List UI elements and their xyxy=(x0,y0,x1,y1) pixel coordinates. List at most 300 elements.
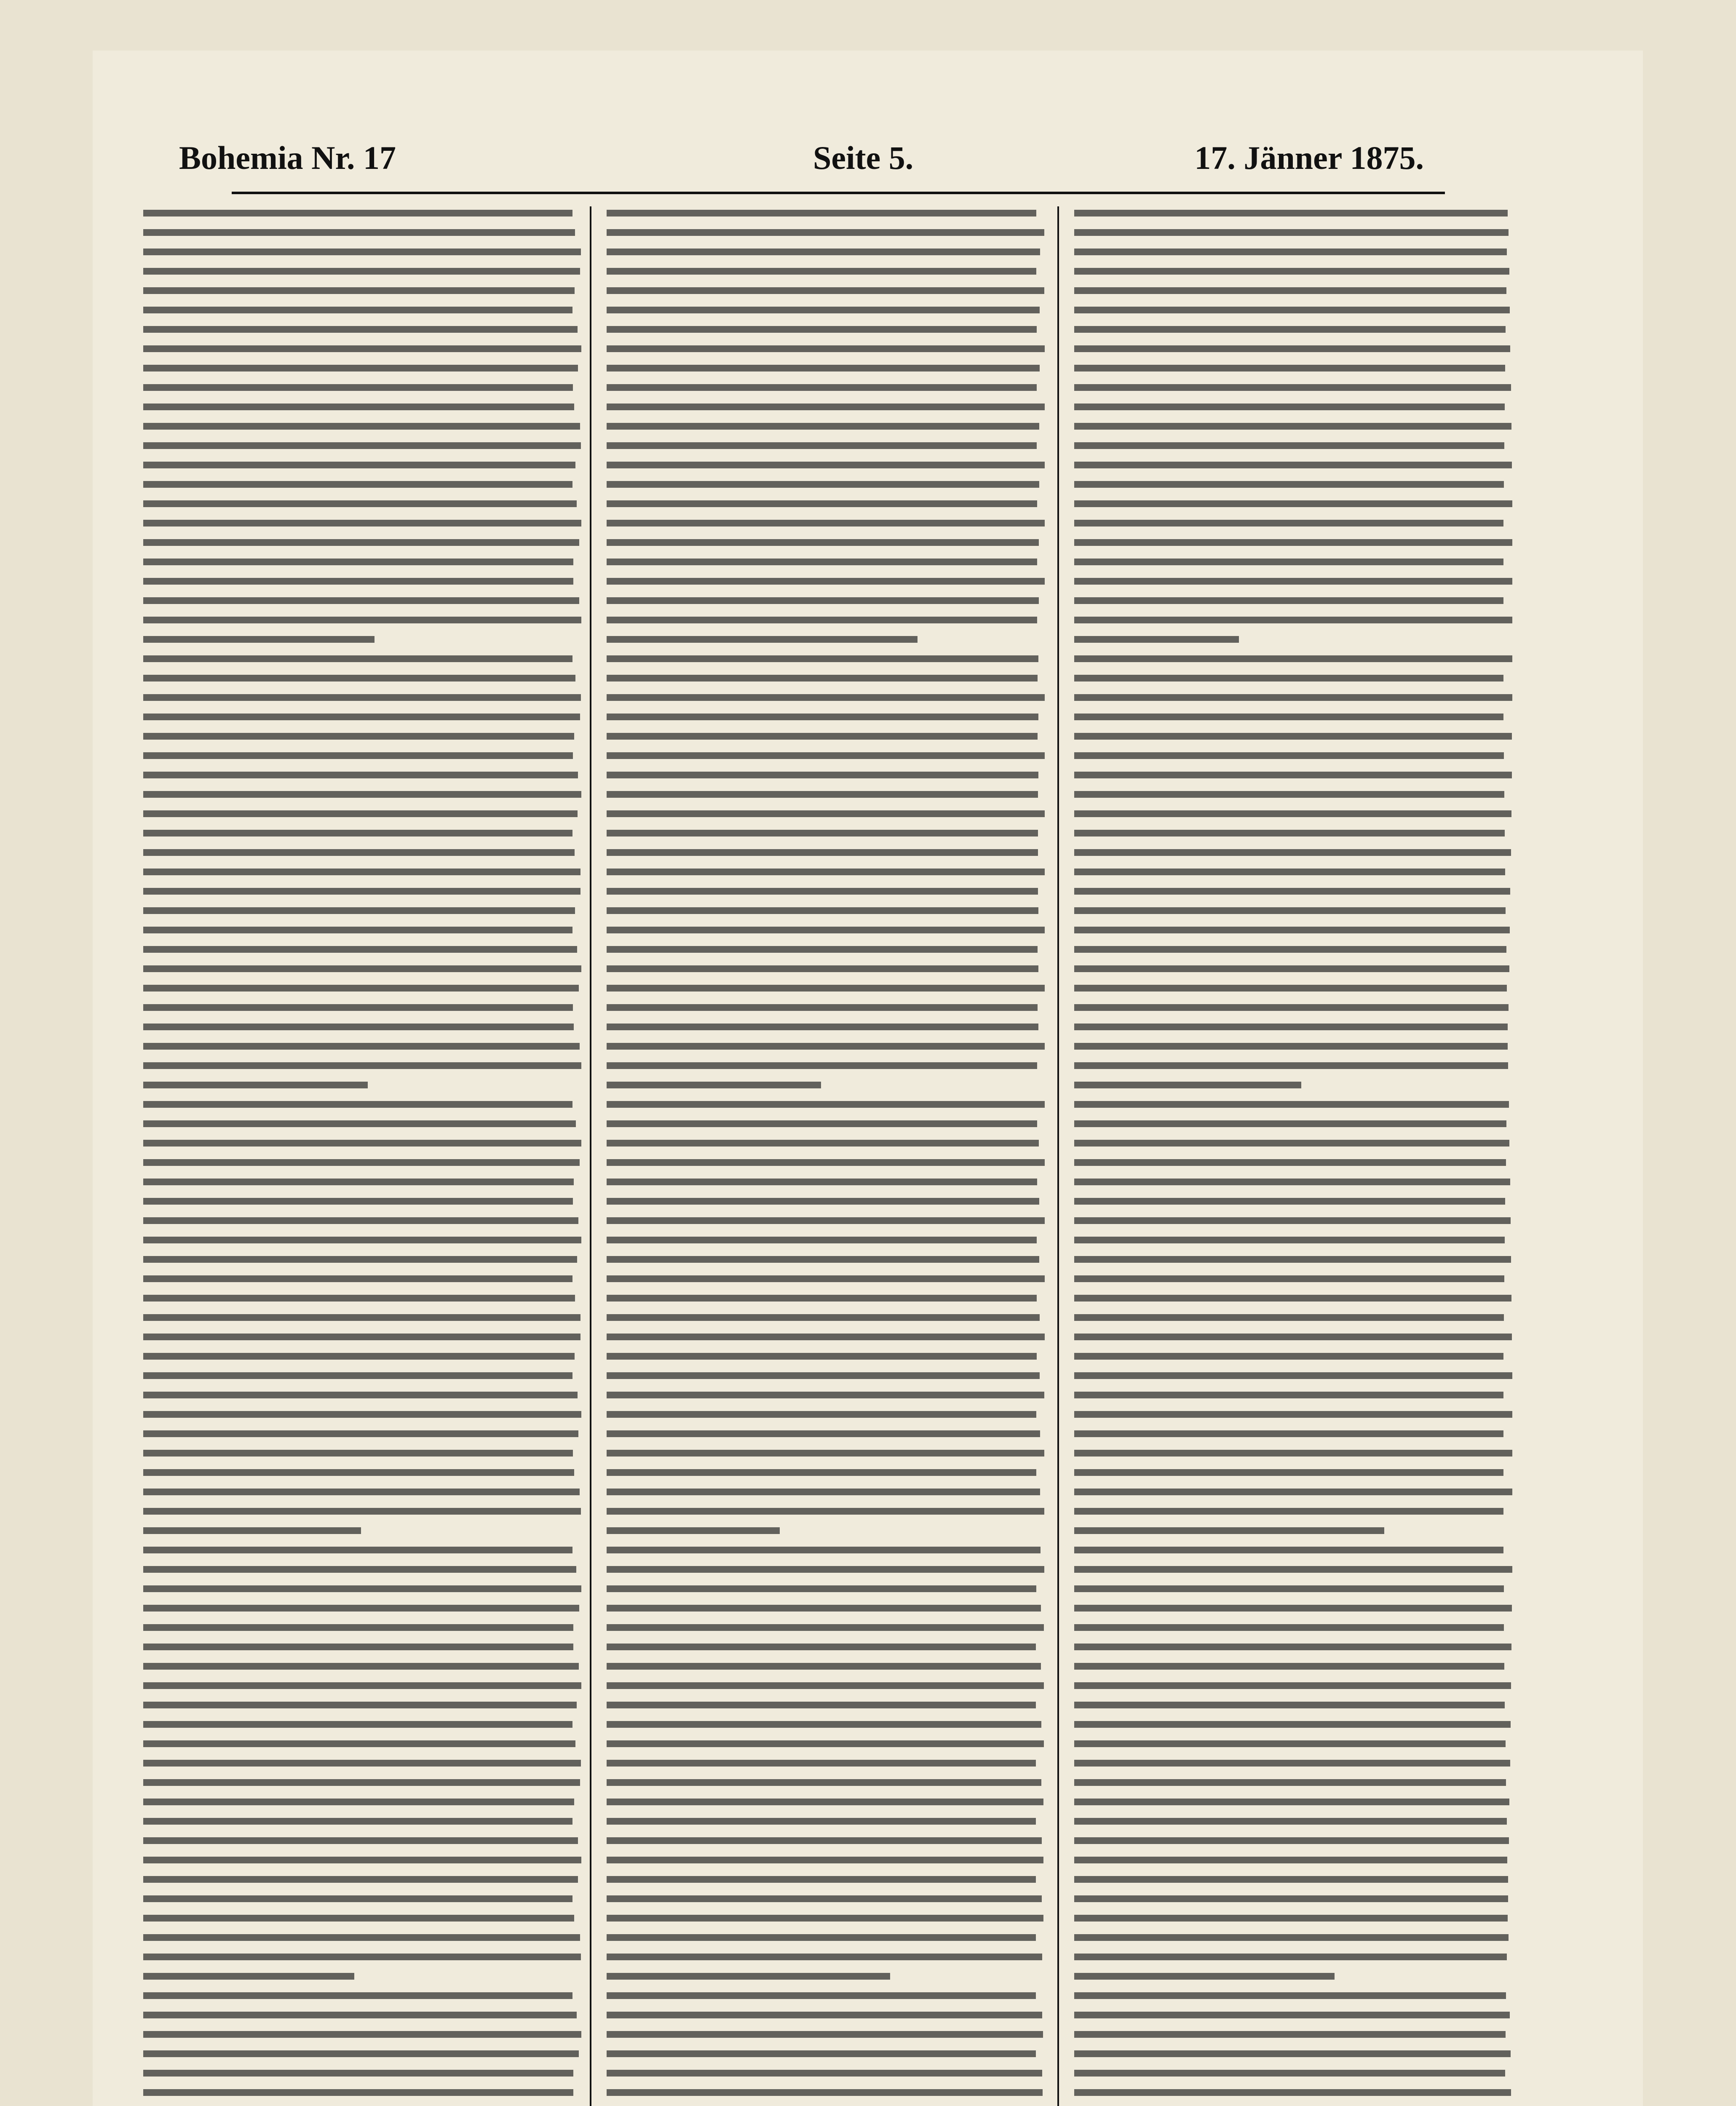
text-line xyxy=(143,249,581,255)
text-line xyxy=(1074,733,1512,740)
text-line xyxy=(607,714,1038,720)
text-line xyxy=(143,1275,572,1282)
text-line xyxy=(607,752,1045,759)
text-line xyxy=(607,1624,1044,1631)
text-line xyxy=(143,1334,580,1340)
text-line xyxy=(1074,423,1511,430)
text-line xyxy=(607,1179,1037,1185)
text-line xyxy=(607,869,1045,875)
text-line xyxy=(607,384,1037,391)
text-line xyxy=(1074,210,1508,216)
text-line xyxy=(143,1895,572,1902)
text-line xyxy=(607,307,1040,313)
text-line xyxy=(1074,965,1509,972)
text-line xyxy=(143,1992,572,1999)
text-line xyxy=(1074,1527,1384,1534)
text-line xyxy=(1074,1179,1510,1185)
text-line xyxy=(143,345,581,352)
text-line xyxy=(143,1489,580,1495)
text-line xyxy=(607,1450,1044,1457)
text-line xyxy=(143,2050,579,2057)
text-line xyxy=(143,1721,572,1728)
text-line xyxy=(607,810,1045,817)
text-line xyxy=(607,1663,1041,1670)
text-line xyxy=(143,462,575,468)
text-line xyxy=(143,1101,572,1108)
text-line xyxy=(143,1120,576,1127)
text-line xyxy=(1074,1256,1511,1263)
text-line xyxy=(143,1682,581,1689)
text-line xyxy=(607,907,1038,914)
text-line xyxy=(607,1934,1036,1941)
text-line xyxy=(143,946,577,953)
text-line xyxy=(1074,1082,1301,1088)
text-line xyxy=(607,229,1044,236)
text-line xyxy=(143,1024,574,1030)
text-line xyxy=(1074,655,1512,662)
text-line xyxy=(1074,985,1507,992)
text-line xyxy=(1074,326,1506,333)
text-line xyxy=(1074,1740,1506,1747)
text-line xyxy=(1074,268,1509,275)
text-line xyxy=(607,2050,1036,2057)
text-line xyxy=(1074,830,1505,837)
text-line xyxy=(143,2012,577,2018)
text-line xyxy=(143,1857,581,1863)
text-line xyxy=(143,1179,574,1185)
text-line xyxy=(1074,791,1504,798)
text-line xyxy=(607,1818,1036,1825)
text-line xyxy=(1074,869,1505,875)
text-line xyxy=(1074,1915,1508,1922)
text-line xyxy=(607,849,1038,856)
column-separator-1 xyxy=(590,206,591,2106)
text-line xyxy=(143,1159,580,1166)
text-line xyxy=(607,249,1040,255)
text-line xyxy=(1074,1392,1503,1398)
text-line xyxy=(143,1644,573,1650)
text-line xyxy=(607,1237,1037,1243)
text-line xyxy=(143,1372,572,1379)
text-line xyxy=(143,1411,581,1418)
text-line xyxy=(143,675,575,682)
text-line xyxy=(607,830,1038,837)
text-line xyxy=(143,655,572,662)
text-line xyxy=(143,423,580,430)
text-line xyxy=(607,985,1045,992)
text-line xyxy=(607,1062,1037,1069)
text-line xyxy=(607,1159,1045,1166)
text-line xyxy=(143,1237,581,1243)
text-line xyxy=(143,1527,361,1534)
text-line xyxy=(607,927,1045,933)
text-line xyxy=(607,1915,1043,1922)
text-line xyxy=(607,655,1038,662)
text-line xyxy=(143,714,580,720)
header-right: 17. Jänner 1875. xyxy=(1194,139,1424,176)
text-line xyxy=(1074,907,1506,914)
text-line xyxy=(143,1799,574,1805)
text-line xyxy=(607,888,1038,895)
text-line xyxy=(1074,1837,1509,1844)
text-line xyxy=(1074,481,1504,488)
text-line xyxy=(607,578,1045,585)
column-3-text-block xyxy=(1074,206,1512,2106)
text-line xyxy=(143,1663,579,1670)
text-line xyxy=(143,1954,581,1960)
text-line xyxy=(143,287,575,294)
text-line xyxy=(1074,1159,1506,1166)
text-line xyxy=(607,559,1037,565)
text-line xyxy=(607,1740,1044,1747)
text-line xyxy=(143,888,580,895)
text-line xyxy=(607,1837,1042,1844)
text-line xyxy=(607,1566,1044,1573)
text-line xyxy=(607,1992,1036,1999)
text-line xyxy=(1074,1876,1508,1883)
text-line xyxy=(607,481,1039,488)
text-line xyxy=(607,1392,1044,1398)
text-line xyxy=(143,1779,580,1786)
text-line xyxy=(1074,1934,1509,1941)
text-line xyxy=(607,520,1045,526)
header-center: Seite 5. xyxy=(813,139,914,176)
text-line xyxy=(1074,1818,1507,1825)
text-line xyxy=(1074,810,1511,817)
text-line xyxy=(1074,1469,1503,1476)
text-line xyxy=(607,1334,1045,1340)
text-line xyxy=(607,1721,1041,1728)
text-line xyxy=(1074,1411,1512,1418)
column-1-text-block xyxy=(143,206,581,2106)
text-line xyxy=(143,791,581,798)
text-line xyxy=(607,1779,1041,1786)
text-line xyxy=(143,1430,578,1437)
text-line xyxy=(143,268,580,275)
text-line xyxy=(1074,287,1506,294)
text-line xyxy=(607,2031,1043,2038)
text-line xyxy=(607,1682,1044,1689)
text-line xyxy=(607,1430,1040,1437)
text-line xyxy=(143,830,572,837)
text-line xyxy=(143,307,572,313)
text-line xyxy=(607,1004,1038,1011)
text-line xyxy=(607,694,1045,701)
text-line xyxy=(1074,1217,1511,1224)
text-line xyxy=(1074,1973,1335,1980)
text-line xyxy=(143,1353,575,1360)
text-line xyxy=(607,1275,1045,1282)
text-line xyxy=(143,1876,578,1883)
text-line xyxy=(143,1740,575,1747)
text-line xyxy=(1074,249,1507,255)
text-line xyxy=(1074,1101,1509,1108)
text-line xyxy=(607,1082,821,1088)
header-left: Bohemia Nr. 17 xyxy=(179,139,396,176)
text-line xyxy=(143,1760,581,1767)
text-line xyxy=(1074,1702,1505,1708)
text-line xyxy=(1074,1644,1511,1650)
text-line xyxy=(143,752,573,759)
text-line xyxy=(143,210,572,216)
text-line xyxy=(607,1702,1036,1708)
text-line xyxy=(143,907,575,914)
text-line xyxy=(143,2070,573,2077)
text-line xyxy=(1074,462,1512,468)
text-line xyxy=(143,539,579,546)
text-line xyxy=(607,539,1039,546)
text-line xyxy=(1074,1895,1508,1902)
text-line xyxy=(1074,1799,1509,1805)
text-line xyxy=(607,1314,1040,1321)
text-line xyxy=(143,1605,579,1612)
text-line xyxy=(143,1585,581,1592)
text-line xyxy=(143,1450,573,1457)
text-line xyxy=(143,1566,576,1573)
text-line xyxy=(1074,1430,1503,1437)
text-line xyxy=(1074,752,1504,759)
text-line xyxy=(607,1120,1037,1127)
text-line xyxy=(607,946,1038,953)
text-line xyxy=(1074,1624,1504,1631)
text-line xyxy=(143,1469,574,1476)
text-line xyxy=(143,404,574,410)
text-line xyxy=(143,1624,573,1631)
text-line xyxy=(143,520,581,526)
text-line xyxy=(143,1934,580,1941)
text-line xyxy=(607,287,1044,294)
text-line xyxy=(1074,1295,1511,1302)
text-line xyxy=(1074,1062,1508,1069)
text-line xyxy=(143,1392,578,1398)
text-line xyxy=(607,1876,1036,1883)
text-line xyxy=(143,442,581,449)
text-line xyxy=(607,965,1038,972)
text-line xyxy=(1074,1275,1504,1282)
text-line xyxy=(607,1585,1036,1592)
text-line xyxy=(1074,442,1504,449)
text-line xyxy=(143,1702,577,1708)
text-line xyxy=(607,1101,1045,1108)
text-line xyxy=(607,423,1039,430)
text-line xyxy=(607,1256,1039,1263)
text-line xyxy=(143,1547,572,1553)
text-line xyxy=(1074,1334,1512,1340)
text-line xyxy=(1074,927,1510,933)
text-line xyxy=(1074,1043,1508,1050)
text-line xyxy=(143,694,581,701)
text-line xyxy=(607,617,1037,623)
text-line xyxy=(1074,500,1512,507)
text-line xyxy=(1074,617,1512,623)
text-line xyxy=(1074,1353,1503,1360)
text-line xyxy=(1074,1779,1506,1786)
text-line xyxy=(143,733,574,740)
text-line xyxy=(143,2089,573,2096)
text-line xyxy=(607,345,1045,352)
column-separator-2 xyxy=(1057,206,1059,2106)
text-line xyxy=(1074,1372,1512,1379)
text-line xyxy=(1074,1024,1508,1030)
text-line xyxy=(1074,1954,1507,1960)
text-line xyxy=(1074,307,1510,313)
text-line xyxy=(607,1895,1042,1902)
text-line xyxy=(1074,520,1503,526)
text-line xyxy=(143,384,573,391)
text-line xyxy=(1074,888,1510,895)
text-line xyxy=(1074,1566,1512,1573)
text-line xyxy=(1074,2070,1505,2077)
text-line xyxy=(1074,1314,1504,1321)
text-line xyxy=(607,1024,1038,1030)
text-line xyxy=(143,985,579,992)
text-line xyxy=(1074,597,1503,604)
text-line xyxy=(607,2089,1043,2096)
text-line xyxy=(607,772,1038,778)
text-line xyxy=(143,636,374,643)
text-line xyxy=(607,636,917,643)
text-line xyxy=(1074,1450,1512,1457)
text-line xyxy=(1074,2031,1506,2038)
text-line xyxy=(143,1314,580,1321)
text-line xyxy=(607,1857,1043,1863)
text-line xyxy=(607,1799,1043,1805)
text-line xyxy=(1074,1508,1503,1515)
text-line xyxy=(1074,539,1512,546)
text-line xyxy=(607,1973,890,1980)
text-line xyxy=(607,597,1039,604)
text-line xyxy=(607,1043,1045,1050)
text-line xyxy=(143,1508,581,1515)
text-line xyxy=(1074,1140,1509,1147)
text-line xyxy=(607,1527,780,1534)
text-line xyxy=(143,772,578,778)
text-line xyxy=(143,1256,577,1263)
text-line xyxy=(1074,1237,1505,1243)
text-line xyxy=(143,965,581,972)
text-line xyxy=(1074,1004,1509,1011)
text-line xyxy=(143,1295,575,1302)
text-line xyxy=(607,1605,1041,1612)
text-line xyxy=(1074,384,1511,391)
text-line xyxy=(1074,559,1503,565)
text-line xyxy=(143,229,575,236)
text-line xyxy=(143,849,575,856)
text-line xyxy=(607,500,1037,507)
text-line xyxy=(607,2070,1042,2077)
text-line xyxy=(1074,2050,1511,2057)
text-line xyxy=(607,1954,1042,1960)
text-line xyxy=(1074,714,1503,720)
text-line xyxy=(143,810,578,817)
text-line xyxy=(143,1062,581,1069)
text-line xyxy=(1074,2089,1511,2096)
text-line xyxy=(143,1004,573,1011)
text-line xyxy=(143,1973,354,1980)
text-line xyxy=(1074,946,1506,953)
text-line xyxy=(607,1508,1044,1515)
text-line xyxy=(1074,636,1239,643)
text-line xyxy=(143,869,580,875)
text-line xyxy=(1074,2012,1510,2018)
text-line xyxy=(143,326,578,333)
text-line xyxy=(1074,675,1503,682)
text-line xyxy=(143,597,579,604)
text-line xyxy=(143,1818,572,1825)
text-line xyxy=(1074,1857,1507,1863)
text-line xyxy=(1074,1721,1511,1728)
text-line xyxy=(143,927,572,933)
text-line xyxy=(607,210,1036,216)
text-line xyxy=(607,442,1037,449)
text-line xyxy=(143,1082,368,1088)
text-line xyxy=(1074,1682,1511,1689)
text-line xyxy=(143,2031,581,2038)
text-line xyxy=(607,1372,1040,1379)
text-line xyxy=(607,1760,1036,1767)
text-line xyxy=(607,1295,1037,1302)
text-line xyxy=(1074,365,1505,371)
newspaper-page xyxy=(93,51,1643,2106)
text-line xyxy=(607,2012,1042,2018)
text-line xyxy=(1074,404,1505,410)
text-line xyxy=(1074,772,1512,778)
text-line xyxy=(607,1644,1036,1650)
text-line xyxy=(1074,849,1511,856)
text-line xyxy=(607,326,1037,333)
text-line xyxy=(1074,1547,1503,1553)
text-line xyxy=(143,1043,580,1050)
text-line xyxy=(607,1547,1041,1553)
text-line xyxy=(1074,694,1512,701)
text-line xyxy=(143,617,581,623)
text-line xyxy=(607,1469,1036,1476)
text-line xyxy=(1074,1120,1506,1127)
text-line xyxy=(1074,1585,1504,1592)
text-line xyxy=(143,500,577,507)
text-line xyxy=(607,365,1040,371)
text-line xyxy=(607,404,1045,410)
text-line xyxy=(1074,345,1510,352)
text-line xyxy=(607,1489,1040,1495)
text-line xyxy=(1074,1760,1510,1767)
text-line xyxy=(143,559,573,565)
text-line xyxy=(143,1837,578,1844)
text-line xyxy=(607,733,1038,740)
text-line xyxy=(1074,1605,1512,1612)
text-line xyxy=(143,1217,578,1224)
text-line xyxy=(1074,1992,1506,1999)
text-line xyxy=(607,1140,1039,1147)
text-line xyxy=(607,1411,1036,1418)
text-line xyxy=(143,578,573,585)
text-line xyxy=(1074,229,1509,236)
text-line xyxy=(1074,578,1512,585)
text-line xyxy=(607,791,1038,798)
text-line xyxy=(143,1915,574,1922)
text-line xyxy=(607,675,1038,682)
header-rule xyxy=(232,192,1445,194)
text-line xyxy=(607,462,1045,468)
text-line xyxy=(607,1198,1039,1205)
text-line xyxy=(1074,1663,1504,1670)
text-line xyxy=(607,1217,1045,1224)
text-line xyxy=(143,1198,573,1205)
column-2-text-block xyxy=(607,206,1045,2106)
text-line xyxy=(143,481,572,488)
text-line xyxy=(1074,1198,1505,1205)
text-line xyxy=(1074,1489,1512,1495)
